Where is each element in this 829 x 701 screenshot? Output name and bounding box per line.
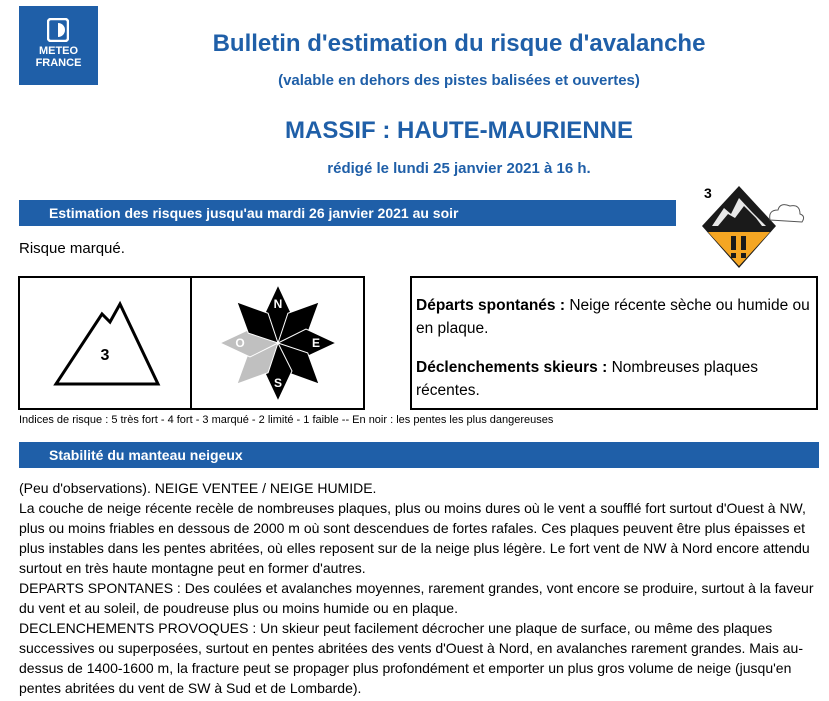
bulletin-date: rédigé le lundi 25 janvier 2021 à 16 h. — [327, 160, 591, 177]
triggers-description-box — [410, 276, 818, 410]
stability-paragraph: DECLENCHEMENTS PROVOQUES : Un skieur peut facilement décrocher une plaque de surface, ou même des plaques successives ou superposées, surtout en pentes abritées des vents d'Ouest à Nord, en avalanches rarement grandes. Mais au-dessus de 1400-1600 m, la fracture peut se propager plus profondément et emporter un plus gros volume de neige (jusqu'en pentes abritées du vent de SW à Sud et de Lombarde). — [19, 620, 803, 696]
risk-level-badge — [698, 182, 806, 277]
compass-south: S — [273, 376, 283, 390]
cloud-icon — [770, 205, 804, 222]
mountain-icon — [56, 304, 158, 384]
meteo-france-logo — [19, 6, 98, 85]
stability-text — [19, 478, 819, 698]
skier-triggers — [416, 356, 812, 402]
risk-index-legend: Indices de risque : 5 très fort - 4 fort - 3 marqué - 2 limité - 1 faible -- En noir : les pentes les plus dangereuses — [19, 414, 554, 426]
risk-badge-fill — [708, 232, 770, 266]
logo-emblem-icon — [47, 18, 69, 42]
risk-summary: Risque marqué. — [19, 240, 125, 257]
spontaneous-label: Départs spontanés : — [416, 297, 566, 314]
logo-line2: FRANCE — [35, 57, 82, 69]
risk-level-number: 3 — [704, 185, 712, 201]
stability-section-header: Stabilité du manteau neigeux — [19, 442, 819, 468]
skier-text: Nombreuses plaques récentes. — [416, 359, 759, 399]
logo-line1: METEO — [38, 45, 79, 57]
skier-label: Déclenchements skieurs : — [416, 359, 608, 376]
spontaneous-text: Neige récente sèche ou humide ou en plaque. — [416, 297, 810, 337]
massif-name: MASSIF : HAUTE-MAURIENNE — [285, 117, 633, 144]
risk-section-header: Estimation des risques jusqu'au mardi 26 janvier 2021 au soir — [19, 200, 676, 226]
compass-east: E — [311, 336, 321, 350]
bulletin-title: Bulletin d'estimation du risque d'avalanche — [212, 30, 706, 57]
compass-rose-icon — [192, 278, 363, 408]
spontaneous-departures — [416, 294, 812, 340]
stability-paragraph: DEPARTS SPONTANES : Des coulées et avalanches moyennes, rarement grandes, vont encore se produire, surtout à la faveur du vent et au soleil, de poudreuse plus ou moins humide ou en plaque. — [19, 580, 814, 616]
slope-orientation-box — [190, 276, 365, 410]
stability-paragraph: (Peu d'observations). NEIGE VENTEE / NEIGE HUMIDE. — [19, 480, 377, 496]
bulletin-subtitle: (valable en dehors des pistes balisées et ouvertes) — [278, 72, 640, 89]
compass-north: N — [273, 297, 283, 311]
stability-paragraph: La couche de neige récente recèle de nombreuses plaques, plus ou moins dures où le vent a soufflé fort surtout d'Ouest à NW, plus ou moins friables en dessous de 2000 m où sont descendues de fortes rafales. Ces plaques peuvent être plus épaisses et plus instables dans les pentes abritées, où elles reposent sur de la neige plus légère. Le fort vent de NW à Nord encore attendu surtout en très haute montagne peut en former d'autres. — [19, 500, 810, 576]
mountain-risk-level: 3 — [100, 347, 110, 364]
compass-west: O — [235, 336, 245, 350]
altitude-risk-box — [18, 276, 192, 410]
